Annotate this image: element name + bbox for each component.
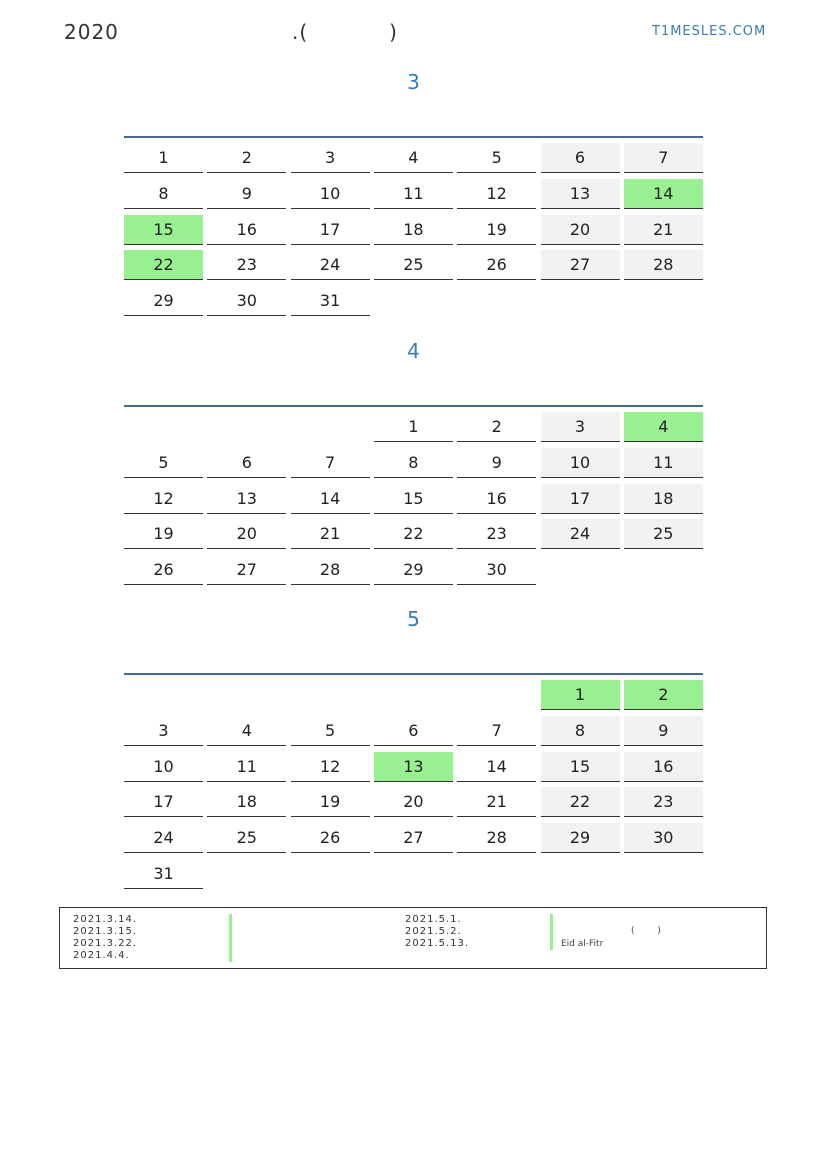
calendar-day: 1 (541, 680, 620, 710)
calendar-day: 20 (207, 519, 286, 549)
calendar-day: 4 (207, 716, 286, 746)
calendar-day: 6 (207, 448, 286, 478)
calendar-day: 13 (541, 179, 620, 209)
calendar-day: 6 (541, 143, 620, 173)
calendar-day: 14 (291, 484, 370, 514)
calendar-day: 7 (624, 143, 703, 173)
calendar-day: 10 (124, 752, 203, 782)
calendar-day: 7 (291, 448, 370, 478)
calendar-day: 31 (291, 286, 370, 316)
calendar-day: 18 (207, 787, 286, 817)
calendar-day: 12 (124, 484, 203, 514)
legend-date: 2021.3.14. (73, 914, 138, 925)
calendar-day: 18 (374, 215, 453, 245)
legend-date: 2021.5.1. (405, 914, 462, 925)
legend-date: 2021.5.13. (405, 938, 470, 949)
calendar-day: 12 (457, 179, 536, 209)
calendar-day: 14 (624, 179, 703, 209)
calendar-day: 29 (374, 555, 453, 585)
calendar-day: 8 (541, 716, 620, 746)
calendar-day: 3 (291, 143, 370, 173)
calendar-day: 21 (624, 215, 703, 245)
calendar-day: 11 (207, 752, 286, 782)
calendar-day: 9 (624, 716, 703, 746)
calendar-day: 16 (457, 484, 536, 514)
header-year: 2020 (64, 20, 119, 44)
calendar-day: 5 (457, 143, 536, 173)
calendar-day: 17 (124, 787, 203, 817)
month-rule (124, 673, 703, 675)
calendar-day: 21 (291, 519, 370, 549)
calendar-day: 17 (291, 215, 370, 245)
calendar-day: 28 (291, 555, 370, 585)
header-title: .( ) (292, 20, 398, 44)
calendar-day: 15 (374, 484, 453, 514)
holiday-marker (550, 938, 553, 950)
calendar-day: 4 (624, 412, 703, 442)
holiday-marker (229, 938, 232, 950)
month-title: 4 (407, 339, 420, 363)
holiday-legend (59, 907, 767, 969)
legend-date: 2021.3.22. (73, 938, 138, 949)
calendar-day: 28 (624, 250, 703, 280)
calendar-day: 25 (374, 250, 453, 280)
calendar-day: 3 (124, 716, 203, 746)
calendar-day: 15 (541, 752, 620, 782)
legend-paren: ( ) (631, 926, 661, 936)
calendar-day: 10 (291, 179, 370, 209)
calendar-day: 27 (541, 250, 620, 280)
holiday-marker (229, 950, 232, 962)
calendar-day: 23 (207, 250, 286, 280)
calendar-day: 12 (291, 752, 370, 782)
calendar-day: 29 (124, 286, 203, 316)
calendar-day: 8 (374, 448, 453, 478)
calendar-day: 2 (207, 143, 286, 173)
legend-date: 2021.5.2. (405, 926, 462, 937)
calendar-day: 24 (291, 250, 370, 280)
legend-eid: Eid al-Fitr (561, 939, 604, 949)
calendar-day: 22 (374, 519, 453, 549)
legend-date: 2021.3.15. (73, 926, 138, 937)
calendar-day: 19 (291, 787, 370, 817)
calendar-day: 21 (457, 787, 536, 817)
calendar-day: 5 (124, 448, 203, 478)
calendar-day: 20 (374, 787, 453, 817)
calendar-day: 15 (124, 215, 203, 245)
calendar-day: 16 (624, 752, 703, 782)
calendar-day: 13 (374, 752, 453, 782)
calendar-day: 2 (624, 680, 703, 710)
calendar-day: 23 (457, 519, 536, 549)
calendar-day: 24 (124, 823, 203, 853)
calendar-day: 9 (457, 448, 536, 478)
calendar-day: 7 (457, 716, 536, 746)
calendar-day: 8 (124, 179, 203, 209)
legend-date: 2021.4.4. (73, 950, 130, 961)
month-rule (124, 405, 703, 407)
calendar-day: 24 (541, 519, 620, 549)
holiday-marker (229, 914, 232, 926)
calendar-day: 5 (291, 716, 370, 746)
calendar-day: 22 (541, 787, 620, 817)
calendar-day: 4 (374, 143, 453, 173)
calendar-day: 13 (207, 484, 286, 514)
calendar-day: 6 (374, 716, 453, 746)
calendar-day: 11 (374, 179, 453, 209)
calendar-day: 29 (541, 823, 620, 853)
calendar-day: 30 (457, 555, 536, 585)
calendar-day: 17 (541, 484, 620, 514)
calendar-day: 30 (207, 286, 286, 316)
calendar-day: 11 (624, 448, 703, 478)
calendar-day: 25 (624, 519, 703, 549)
calendar-day: 27 (207, 555, 286, 585)
calendar-day: 10 (541, 448, 620, 478)
holiday-marker (550, 914, 553, 926)
calendar-day: 19 (124, 519, 203, 549)
calendar-day: 26 (124, 555, 203, 585)
calendar-day: 26 (457, 250, 536, 280)
calendar-day: 27 (374, 823, 453, 853)
calendar-day: 9 (207, 179, 286, 209)
calendar-day: 2 (457, 412, 536, 442)
month-title: 3 (407, 70, 420, 94)
calendar-day: 18 (624, 484, 703, 514)
calendar-day: 1 (374, 412, 453, 442)
calendar-day: 22 (124, 250, 203, 280)
calendar-day: 14 (457, 752, 536, 782)
calendar-day: 3 (541, 412, 620, 442)
calendar-day: 1 (124, 143, 203, 173)
calendar-day: 30 (624, 823, 703, 853)
calendar-day: 28 (457, 823, 536, 853)
calendar-day: 16 (207, 215, 286, 245)
holiday-marker (550, 926, 553, 938)
calendar-day: 20 (541, 215, 620, 245)
calendar-day: 19 (457, 215, 536, 245)
calendar-day: 23 (624, 787, 703, 817)
calendar-day: 25 (207, 823, 286, 853)
month-title: 5 (407, 607, 420, 631)
calendar-day: 31 (124, 859, 203, 889)
site-link[interactable]: T1MESLES.COM (652, 24, 767, 39)
month-rule (124, 136, 703, 138)
calendar-day: 26 (291, 823, 370, 853)
holiday-marker (229, 926, 232, 938)
